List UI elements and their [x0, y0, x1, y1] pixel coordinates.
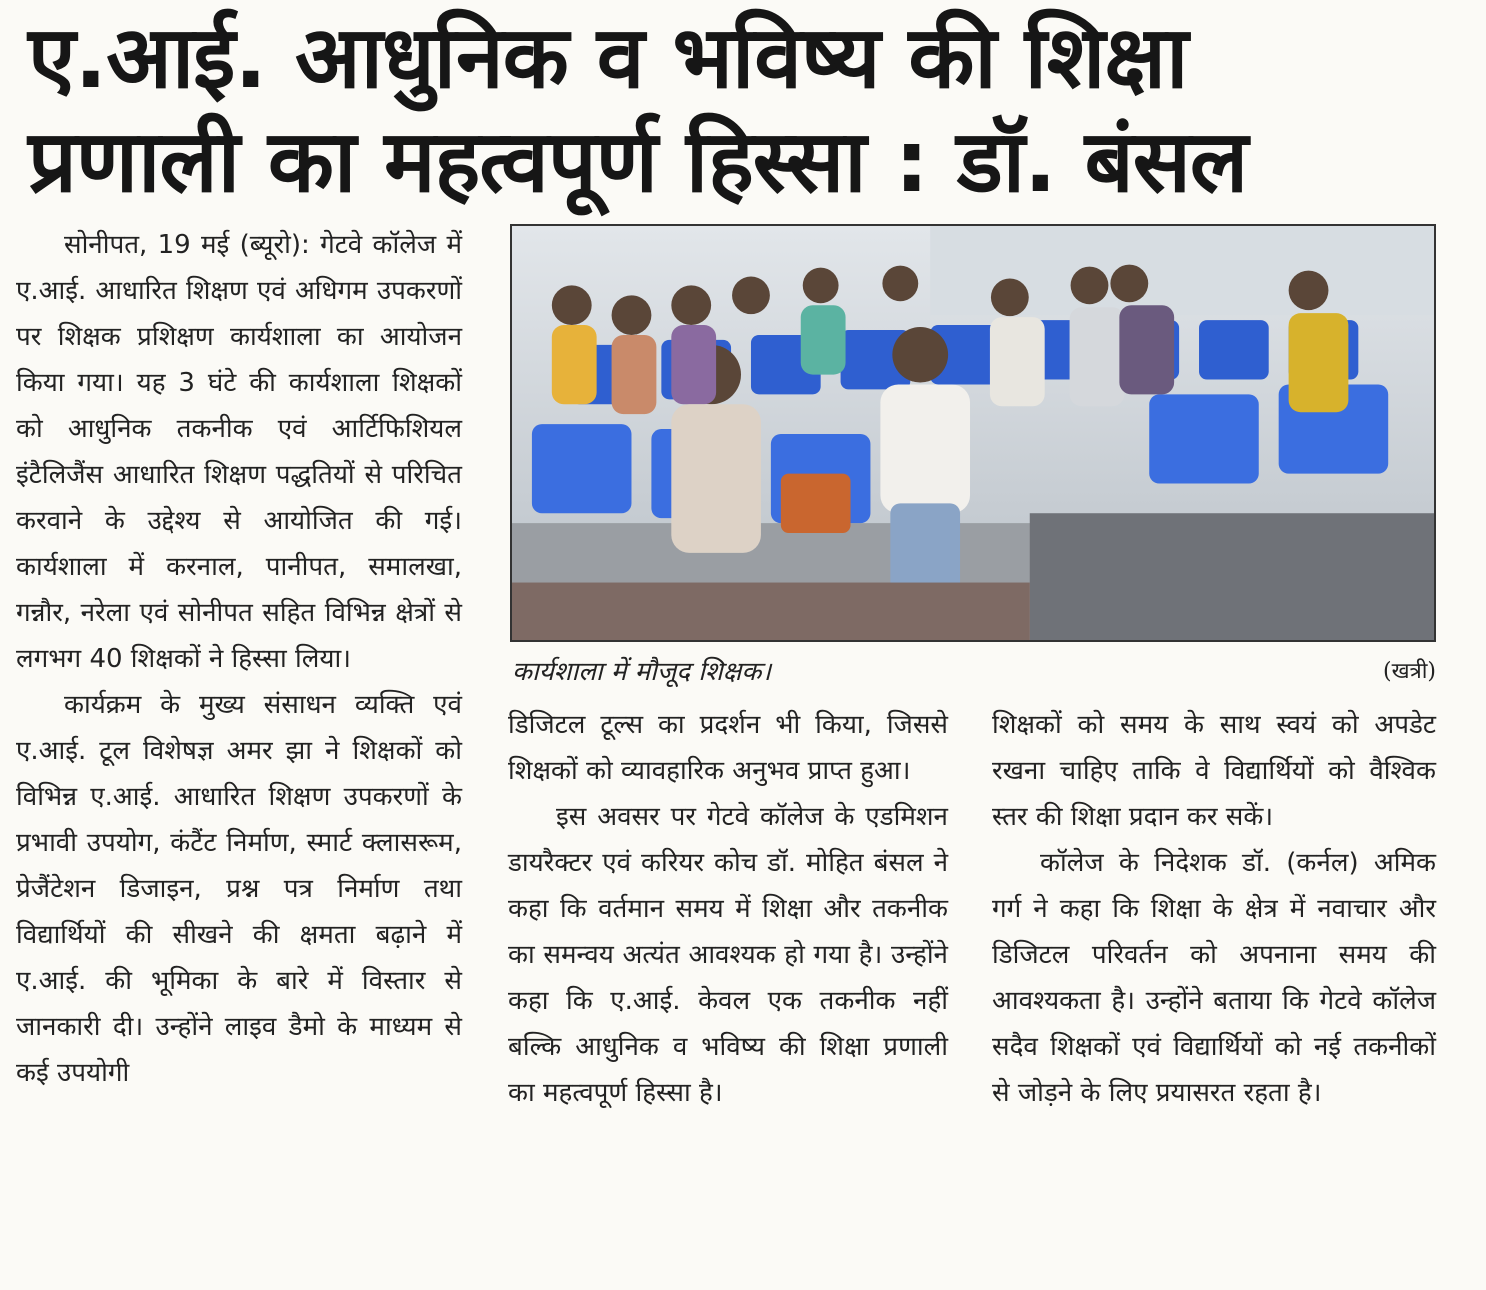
foreground-table	[1030, 513, 1434, 640]
article-text: गेटवे कॉलेज में ए.आई. आधारित शिक्षण एवं अधिगम उपकरणों पर शिक्षक प्रशिक्षण कार्यशाला का आयोजन किया गया। यह 3 घंटे की कार्यशाला शिक्षकों को आधुनिक तकनीक एवं आर्टिफिशियल इंटैलिजैंस आधारित शिक्षण पद्धतियों से परिचित करवाने के उद्देश्य से आयोजित की गई। कार्यशाला में करनाल, पानीपत, समालखा, गन्नौर, नरेला एवं सोनीपत सहित विभिन्न क्षेत्रों से लगभग 40 शिक्षकों ने हिस्सा लिया।	[16, 230, 462, 674]
foreground-floor-shadow	[512, 583, 1030, 640]
article-paragraph: कॉलेज के निदेशक डॉ. (कर्नल) अमिक गर्ग ने कहा कि शिक्षा के क्षेत्र में नवाचार और डिजिटल परिवर्तन को अपनाना समय की आवश्यकता है। उन्होंने बताया कि गेटवे कॉलेज सदैव शिक्षकों एवं विद्यार्थियों को नई तकनीकों से जोड़ने के लिए प्रयासरत रहता है।	[992, 848, 1436, 1108]
article-paragraph: डिजिटल टूल्स का प्रदर्शन भी किया, जिससे शिक्षकों को व्यावहारिक अनुभव प्राप्त हुआ।	[508, 710, 948, 786]
dateline: सोनीपत, 19 मई (ब्यूरो):	[64, 230, 310, 260]
workshop-photo	[510, 224, 1436, 642]
photo-caption-row	[512, 652, 1436, 692]
article-paragraph: शिक्षकों को समय के साथ स्वयं को अपडेट रखना चाहिए ताकि वे विद्यार्थियों को वैश्विक स्तर की शिक्षा प्रदान कर सकें।	[992, 710, 1436, 832]
photo-caption: कार्यशाला में मौजूद शिक्षक।	[512, 657, 772, 687]
article-paragraph	[16, 222, 462, 682]
workshop-photo-illustration	[512, 226, 1434, 640]
article-paragraph: इस अवसर पर गेटवे कॉलेज के एडमिशन डायरैक्टर एवं करियर कोच डॉ. मोहित बंसल ने कहा कि वर्तमान समय में शिक्षा और तकनीक का समन्वय अत्यंत आवश्यक हो गया है। उन्होंने कहा कि ए.आई. केवल एक तकनीक नहीं बल्कि आधुनिक व भविष्य की शिक्षा प्रणाली का महत्वपूर्ण हिस्सा है।	[508, 802, 948, 1108]
article-column-1	[16, 222, 462, 1096]
article-column-2	[508, 702, 948, 1116]
headline-line-1: ए.आई. आधुनिक व भविष्य की शिक्षा	[28, 8, 1188, 108]
photo-credit: (खत्री)	[1382, 659, 1436, 684]
article-column-3	[992, 702, 1436, 1116]
article-paragraph: कार्यक्रम के मुख्य संसाधन व्यक्ति एवं ए.आई. टूल विशेषज्ञ अमर झा ने शिक्षकों को विभिन्न ए.आई. आधारित शिक्षण उपकरणों के प्रभावी उपयोग, कंटैंट निर्माण, स्मार्ट क्लासरूम, प्रेजैंटेशन डिजाइन, प्रश्न पत्र निर्माण तथा विद्यार्थियों की सीखने की क्षमता बढ़ाने में ए.आई. की भूमिका के बारे में विस्तार से जानकारी दी। उन्होंने लाइव डैमो के माध्यम से कई उपयोगी	[16, 690, 462, 1088]
headline-line-2: प्रणाली का महत्वपूर्ण हिस्सा : डॉ. बंसल	[28, 112, 1248, 212]
headline	[28, 6, 1458, 214]
